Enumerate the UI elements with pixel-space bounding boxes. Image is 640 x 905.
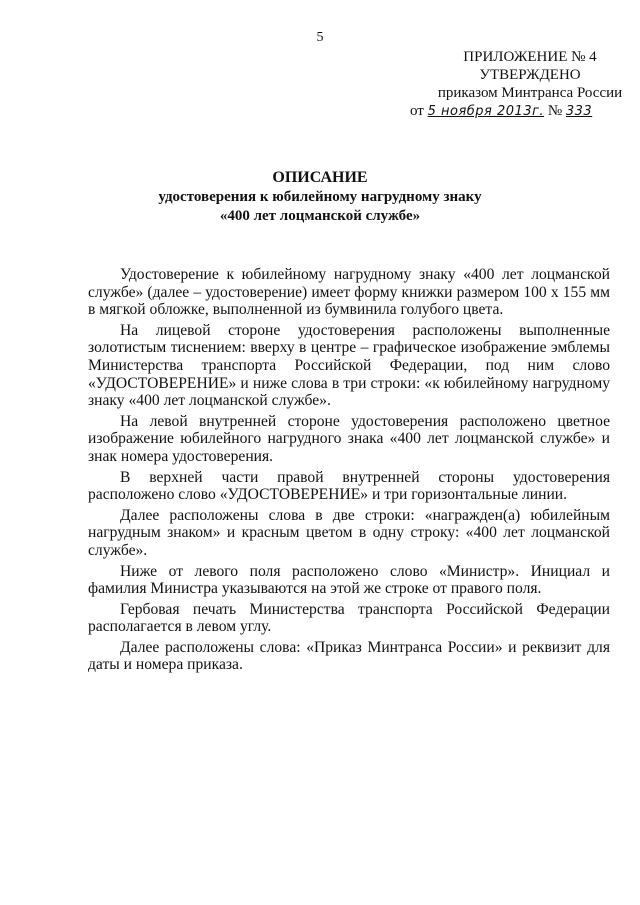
paragraph: В верхней части правой внутренней стороны удостоверения расположено слово «УДОСТОВЕРЕНИЕ» и три горизонтальные линии. [88,468,610,504]
paragraph: Далее расположены слова: «Приказ Минтранса России» и реквизит для даты и номера приказа. [88,638,610,674]
order-issuer: приказом Минтранса России [437,85,623,101]
order-number-handwritten: 333 [565,104,593,119]
paragraph: На лицевой стороне удостоверения расположены выполненные золотистым тиснением: вверху в центре – графическое изображение эмблемы Министерства транспорта Российской Федерации, под ним слово «УДОСТОВЕРЕНИЕ» и ниже слова в три строки: «к юбилейному нагрудному знаку «400 лет лоцманской службе». [88,321,610,410]
order-date-handwritten: 5 ноября 2013г. [427,104,545,119]
paragraph: На левой внутренней стороне удостоверения расположено цветное изображение юбилейного нагрудного знака «400 лет лоцманской службе» и знак номера удостоверения. [88,412,610,465]
page-number: 5 [316,30,324,45]
approval-stamp-block [410,48,630,121]
appendix-label: ПРИЛОЖЕНИЕ № 4 [463,49,597,65]
paragraph: Гербовая печать Министерства транспорта Российской Федерации располагается в левом углу. [88,600,610,636]
order-date-number-line [410,102,630,121]
from-label: от [410,103,424,119]
paragraph: Ниже от левого поля расположено слово «Министр». Инициал и фамилия Министра указываются на этой же строке от правого поля. [88,562,610,598]
document-title-block [0,168,640,226]
document-subtitle-line-2: «400 лет лоцманской службе» [219,208,421,224]
paragraph: Удостоверение к юбилейному нагрудному знаку «400 лет лоцманской службе» (далее – удостоверение) имеет форму книжки размером 100 х 155 мм в мягкой обложке, выполненной из бумвинила голубого цвета. [88,266,610,319]
paragraph: Далее расположены слова в две строки: «награжден(а) юбилейным нагрудным знаком» и красным цветом в одну строку: «400 лет лоцманской службе». [88,506,610,559]
number-label: № [547,103,563,119]
document-subtitle-line-1: удостоверения к юбилейному нагрудному знаку [158,189,482,205]
document-body [88,266,610,677]
document-heading: ОПИСАНИЕ [272,169,368,186]
approved-label: УТВЕРЖДЕНО [479,67,581,83]
